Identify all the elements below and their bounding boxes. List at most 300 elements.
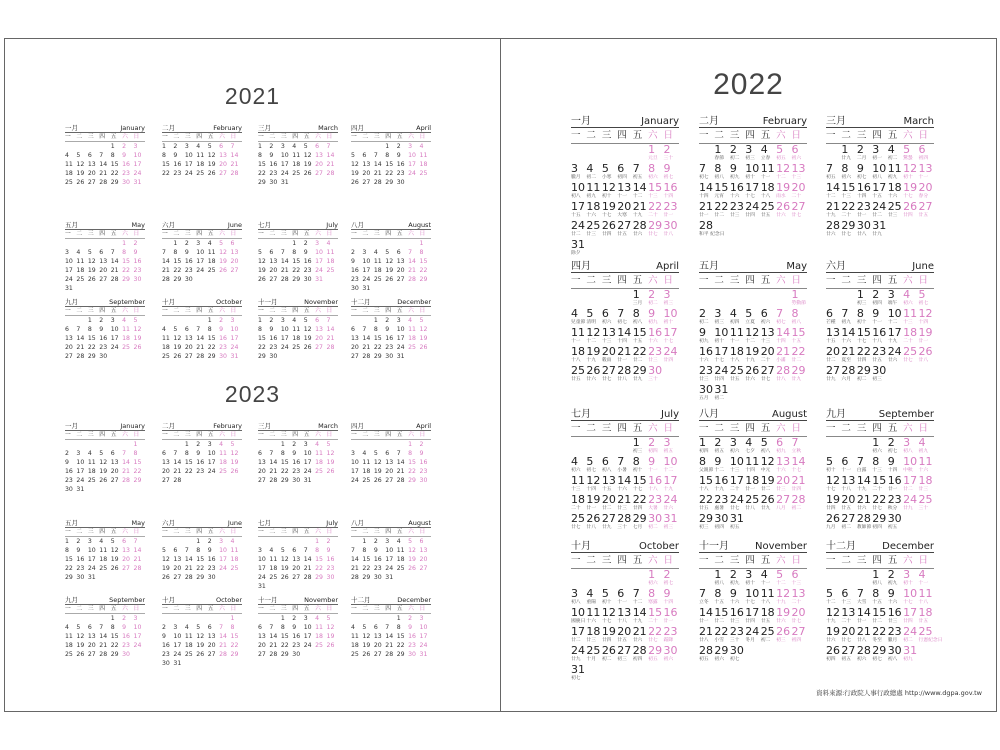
day-cell xyxy=(617,588,632,607)
day-cell: 8 xyxy=(110,624,115,631)
lunar-date: 十四 xyxy=(586,487,597,492)
day-cell: 29 xyxy=(280,477,289,484)
day-cell: 19 xyxy=(373,468,382,475)
lunar-date: 廿七 xyxy=(841,638,852,643)
day-cell: 13 xyxy=(219,152,227,159)
day-cell: 2 xyxy=(326,538,331,545)
day-number: 6 xyxy=(617,162,625,175)
day-cell xyxy=(919,144,934,164)
day-cell: 1 xyxy=(173,240,178,247)
month-grid xyxy=(162,230,242,284)
day-cell: 25 xyxy=(122,344,130,351)
weekday-label: 日 xyxy=(792,128,807,144)
day-number: 5 xyxy=(776,568,784,581)
weekday-label: 五 xyxy=(761,553,776,569)
lunar-date: 初七 xyxy=(887,449,898,454)
day-cell: 18 xyxy=(362,468,371,475)
day-number: 16 xyxy=(729,181,744,194)
month-name-cn: 十月 xyxy=(571,541,591,552)
weekday-label: 一 xyxy=(699,553,714,569)
day-cell xyxy=(586,365,601,384)
lunar-date: 十七 xyxy=(632,487,643,492)
day-cell xyxy=(76,284,87,293)
day-cell: 28 xyxy=(122,477,130,484)
day-number: 7 xyxy=(856,587,864,600)
day-cell xyxy=(664,645,679,664)
day-cell xyxy=(602,588,617,607)
weekday-label: 四 xyxy=(872,128,887,144)
weekday-label: 二 xyxy=(173,431,184,440)
weekday-label: 二 xyxy=(76,133,87,142)
day-cell: 5 xyxy=(303,143,308,150)
day-cell xyxy=(586,346,601,365)
day-cell: 4 xyxy=(292,317,297,324)
month-header xyxy=(162,123,242,133)
day-cell xyxy=(699,144,714,164)
weekday-label: 四 xyxy=(292,431,303,440)
lunar-date: 雨水 xyxy=(776,194,786,199)
day-cell xyxy=(888,475,903,494)
day-cell: 8 xyxy=(207,326,212,333)
weekday-label: 二 xyxy=(362,230,373,239)
lunar-date: 初十 xyxy=(632,468,643,473)
day-cell xyxy=(88,485,99,494)
weekday-label: 一 xyxy=(351,528,362,537)
day-number: 30 xyxy=(887,512,902,525)
month-name-en: April xyxy=(416,124,431,132)
day-cell: 17 xyxy=(408,161,416,168)
day-number: 2 xyxy=(856,143,864,156)
day-number: 16 xyxy=(872,326,887,339)
day-cell xyxy=(586,475,601,494)
day-number: 30 xyxy=(714,512,729,525)
day-cell xyxy=(586,144,601,164)
day-cell: 26 xyxy=(362,651,371,658)
week-row xyxy=(258,614,338,624)
day-number: 22 xyxy=(872,493,887,506)
day-cell: 6 xyxy=(373,624,378,631)
day-cell: 7 xyxy=(76,326,81,333)
day-cell: 23 xyxy=(184,267,193,274)
day-cell xyxy=(664,289,679,309)
weekday-label: 三 xyxy=(374,133,385,142)
day-cell: 19 xyxy=(87,267,96,274)
week-row xyxy=(65,573,145,582)
week-row xyxy=(571,289,679,309)
day-cell xyxy=(872,182,887,201)
day-cell: 27 xyxy=(87,179,96,186)
week-row xyxy=(65,352,145,361)
lunar-date: 十九 xyxy=(586,358,597,363)
weekday-label: 日 xyxy=(420,133,431,142)
day-cell: 16 xyxy=(419,459,428,466)
day-cell: 15 xyxy=(385,161,394,168)
day-cell xyxy=(857,220,872,239)
day-cell: 19 xyxy=(173,344,182,351)
day-cell xyxy=(111,485,122,494)
month-grid xyxy=(162,528,242,582)
lunar-date: 廿二 xyxy=(632,358,643,363)
weekday-label: 五 xyxy=(397,230,408,239)
lunar-date: 廿一 xyxy=(745,487,755,492)
day-number: 10 xyxy=(729,455,744,468)
month-name-cn: 五月 xyxy=(699,261,719,272)
day-cell xyxy=(857,144,872,164)
day-number: 29 xyxy=(791,364,806,377)
weekday-label: 四 xyxy=(292,133,303,142)
day-number: 9 xyxy=(648,455,656,468)
lunar-date: 廿八 xyxy=(617,377,627,382)
lunar-date: 十五 xyxy=(601,487,612,492)
day-cell: 6 xyxy=(184,326,189,333)
day-cell xyxy=(714,513,729,532)
day-cell: 18 xyxy=(162,344,170,351)
day-cell: 22 xyxy=(133,468,142,475)
lunar-date: 初六 xyxy=(841,175,852,180)
month-grid xyxy=(258,133,338,187)
day-cell xyxy=(730,308,745,327)
day-number: 9 xyxy=(699,326,706,339)
day-number: 30 xyxy=(648,364,663,377)
day-number: 11 xyxy=(760,162,775,175)
day-number: 27 xyxy=(617,219,632,232)
mini-month xyxy=(65,123,145,187)
weekday-label: 一 xyxy=(162,133,173,142)
day-cell xyxy=(872,327,887,346)
week-row xyxy=(65,467,145,476)
mini-month xyxy=(65,518,145,582)
weekday-label: 日 xyxy=(134,605,145,614)
weekday-row xyxy=(65,431,145,440)
month-name-cn: 十二月 xyxy=(351,298,371,306)
day-cell xyxy=(699,327,714,346)
lunar-date: 十四 xyxy=(617,339,627,344)
month-name-cn: 一月 xyxy=(571,116,591,127)
day-cell: 7 xyxy=(99,624,104,631)
day-cell: 28 xyxy=(162,276,170,283)
lunar-date: 廿三 xyxy=(776,487,786,492)
day-number: 26 xyxy=(918,345,933,358)
lunar-date: 初四 xyxy=(791,638,802,643)
lunar-date: 初九 xyxy=(648,320,658,325)
day-number: 7 xyxy=(791,436,799,449)
day-cell: 16 xyxy=(385,335,394,342)
day-cell: 1 xyxy=(65,538,69,545)
week-row xyxy=(65,334,145,343)
day-cell: 24 xyxy=(280,170,289,177)
lunar-date: 十四 xyxy=(887,468,898,473)
day-cell xyxy=(872,475,887,494)
week-row xyxy=(162,266,242,275)
day-cell xyxy=(185,614,196,624)
day-number: 2 xyxy=(663,568,671,581)
day-number: 3 xyxy=(663,288,671,301)
day-cell xyxy=(664,475,679,494)
day-cell xyxy=(857,327,872,346)
day-cell xyxy=(857,437,872,457)
month-header xyxy=(351,297,431,307)
day-cell: 15 xyxy=(373,335,382,342)
day-cell: 12 xyxy=(162,556,170,563)
day-cell xyxy=(602,289,617,309)
day-number: 18 xyxy=(903,326,918,339)
day-cell xyxy=(88,239,99,249)
week-row xyxy=(162,573,242,582)
weekday-label: 六 xyxy=(776,128,791,144)
weekday-label: 一 xyxy=(351,133,362,142)
day-cell: 18 xyxy=(419,161,428,168)
week-row xyxy=(162,151,242,160)
mini-month xyxy=(258,220,338,284)
day-number: 4 xyxy=(760,143,768,156)
day-cell: 7 xyxy=(184,547,189,554)
lunar-date: 十一 xyxy=(617,600,627,605)
day-cell: 30 xyxy=(184,276,193,283)
week-row xyxy=(351,266,431,275)
day-cell xyxy=(602,144,617,164)
day-cell xyxy=(208,614,219,624)
month-grid xyxy=(65,605,145,659)
week-row xyxy=(351,160,431,169)
day-cell xyxy=(602,626,617,645)
week-row xyxy=(571,456,679,475)
lunar-date: 初三 xyxy=(776,638,786,643)
day-number: 4 xyxy=(586,162,594,175)
day-cell: 23 xyxy=(351,276,359,283)
day-number: 6 xyxy=(841,455,849,468)
day-cell xyxy=(903,569,918,589)
day-cell: 15 xyxy=(280,459,289,466)
weekday-label: 六 xyxy=(122,133,133,142)
day-cell: 6 xyxy=(315,317,320,324)
lunar-date: 廿四 xyxy=(632,506,643,511)
weekday-label: 二 xyxy=(269,133,280,142)
lunar-date: 廿五 xyxy=(872,358,882,363)
lunar-date: 驚蟄 xyxy=(903,156,913,161)
day-cell xyxy=(699,607,714,626)
lunar-date: 十八 xyxy=(918,600,929,605)
day-number: 4 xyxy=(571,307,578,320)
day-number: 5 xyxy=(601,587,609,600)
lunar-date: 初七 xyxy=(586,468,597,473)
day-cell xyxy=(857,182,872,201)
week-row xyxy=(258,239,338,249)
day-cell: 4 xyxy=(87,450,92,457)
week-row xyxy=(351,632,431,641)
day-cell xyxy=(903,327,918,346)
lunar-date: 十五 xyxy=(826,339,836,344)
day-cell: 27 xyxy=(87,651,96,658)
day-cell: 20 xyxy=(207,642,216,649)
weekday-label: 六 xyxy=(315,431,326,440)
lunar-date: 初七 xyxy=(776,320,786,325)
day-number: 29 xyxy=(648,219,663,232)
day-number: 14 xyxy=(632,181,647,194)
day-cell: 31 xyxy=(258,583,266,590)
weekday-label: 日 xyxy=(664,128,679,144)
day-cell: 24 xyxy=(396,344,405,351)
day-cell: 16 xyxy=(122,633,130,640)
day-number: 7 xyxy=(617,307,625,320)
day-cell xyxy=(586,182,601,201)
day-cell xyxy=(664,308,679,327)
lunar-date: 十五 xyxy=(791,339,802,344)
day-cell: 9 xyxy=(292,624,297,631)
weekday-label: 一 xyxy=(162,307,173,316)
day-cell: 21 xyxy=(362,344,371,351)
day-cell xyxy=(633,664,648,683)
day-cell: 14 xyxy=(269,459,278,466)
month-grid xyxy=(162,133,242,178)
week-row xyxy=(258,564,338,573)
day-cell: 27 xyxy=(315,344,323,351)
day-cell: 19 xyxy=(76,170,85,177)
week-row xyxy=(571,308,679,327)
lunar-date: 春分 xyxy=(918,194,929,199)
lunar-date: 十八 xyxy=(699,487,709,492)
day-cell: 16 xyxy=(65,468,73,475)
day-cell: 22 xyxy=(362,565,371,572)
weekday-label: 日 xyxy=(919,128,934,144)
day-cell: 11 xyxy=(408,326,416,333)
day-cell xyxy=(664,220,679,239)
lunar-date: 十一 xyxy=(648,468,658,473)
lunar-date: 廿三 xyxy=(648,358,658,363)
day-cell xyxy=(173,614,184,624)
day-cell: 15 xyxy=(280,633,289,640)
day-number: 10 xyxy=(887,307,902,320)
day-cell: 5 xyxy=(326,441,331,448)
day-cell xyxy=(633,626,648,645)
lunar-date: 十六 xyxy=(729,194,740,199)
week-row xyxy=(65,343,145,352)
day-cell: 3 xyxy=(362,249,367,256)
day-number: 5 xyxy=(826,455,833,468)
weekday-row xyxy=(258,605,338,614)
day-cell: 6 xyxy=(122,538,127,545)
day-cell xyxy=(776,346,791,365)
lunar-date: 重陽 xyxy=(586,600,597,605)
day-number: 2 xyxy=(872,288,880,301)
lunar-date: 七月 xyxy=(632,525,643,530)
week-row xyxy=(826,163,934,182)
day-cell xyxy=(761,220,776,239)
day-number: 25 xyxy=(729,364,744,377)
month-grid xyxy=(826,421,934,532)
day-number: 8 xyxy=(856,307,864,320)
day-cell: 7 xyxy=(122,450,127,457)
week-row xyxy=(571,645,679,664)
weekday-label: 日 xyxy=(420,230,431,239)
day-number: 20 xyxy=(918,181,933,194)
day-cell xyxy=(408,284,419,293)
lunar-date: 初四 xyxy=(699,449,709,454)
day-cell: 1 xyxy=(280,441,285,448)
day-cell: 10 xyxy=(173,633,182,640)
weekday-label: 五 xyxy=(397,528,408,537)
weekday-label: 三 xyxy=(602,128,617,144)
day-cell xyxy=(919,163,934,182)
month-header xyxy=(571,537,679,553)
week-row xyxy=(699,494,807,513)
day-cell: 8 xyxy=(87,326,92,333)
week-row xyxy=(826,220,934,239)
day-cell: 6 xyxy=(110,450,115,457)
lunar-date: 初七 xyxy=(663,581,674,586)
day-cell: 12 xyxy=(303,326,312,333)
weekday-row xyxy=(162,431,242,440)
weekday-label: 五 xyxy=(111,133,122,142)
lunar-date: 大雪 xyxy=(856,600,867,605)
day-cell xyxy=(857,607,872,626)
day-cell: 4 xyxy=(196,143,201,150)
weekday-label: 五 xyxy=(304,307,315,316)
weekday-row xyxy=(258,307,338,316)
day-cell xyxy=(919,308,934,327)
day-cell xyxy=(888,494,903,513)
day-cell: 22 xyxy=(162,170,170,177)
weekday-label: 六 xyxy=(219,605,230,614)
month-calendar xyxy=(699,405,807,532)
lunar-date: 廿九 xyxy=(632,377,643,382)
day-number: 29 xyxy=(872,644,887,657)
day-cell: 14 xyxy=(122,459,130,466)
day-cell: 8 xyxy=(373,326,378,333)
day-number: 28 xyxy=(699,644,713,657)
lunar-date: 端午 xyxy=(887,301,898,306)
day-cell: 16 xyxy=(99,335,108,342)
weekday-label: 二 xyxy=(269,230,280,239)
day-cell xyxy=(776,201,791,220)
day-cell xyxy=(586,645,601,664)
day-cell: 13 xyxy=(315,152,323,159)
day-cell: 27 xyxy=(99,276,108,283)
weekday-label: 五 xyxy=(111,605,122,614)
day-cell: 26 xyxy=(385,276,394,283)
lunar-date: 廿二 xyxy=(826,358,836,363)
day-cell: 22 xyxy=(110,170,119,177)
day-cell xyxy=(792,494,807,513)
day-cell xyxy=(664,588,679,607)
lunar-date: 初五 xyxy=(632,175,643,180)
day-cell xyxy=(633,569,648,589)
weekday-label: 六 xyxy=(219,230,230,239)
month-header xyxy=(162,595,242,605)
weekday-label: 四 xyxy=(385,133,396,142)
day-cell: 1 xyxy=(396,615,401,622)
day-cell: 30 xyxy=(65,486,73,493)
day-cell: 20 xyxy=(110,468,119,475)
day-cell: 20 xyxy=(258,642,266,649)
day-number: 31 xyxy=(872,219,887,232)
day-cell: 25 xyxy=(65,651,73,658)
day-cell: 13 xyxy=(173,556,182,563)
day-number: 2 xyxy=(887,568,895,581)
day-cell: 10 xyxy=(65,258,73,265)
month-name-en: March xyxy=(318,422,338,430)
day-number: 11 xyxy=(918,455,933,468)
weekday-label: 五 xyxy=(633,128,648,144)
lunar-date: 十七 xyxy=(714,358,725,363)
week-row xyxy=(699,308,807,327)
day-cell xyxy=(699,289,714,309)
day-cell: 29 xyxy=(133,477,142,484)
day-cell xyxy=(571,664,586,683)
lunar-date: 夏至 xyxy=(841,358,852,363)
day-cell: 29 xyxy=(110,179,119,186)
day-cell: 27 xyxy=(65,353,73,360)
lunar-date: 十七 xyxy=(903,600,913,605)
